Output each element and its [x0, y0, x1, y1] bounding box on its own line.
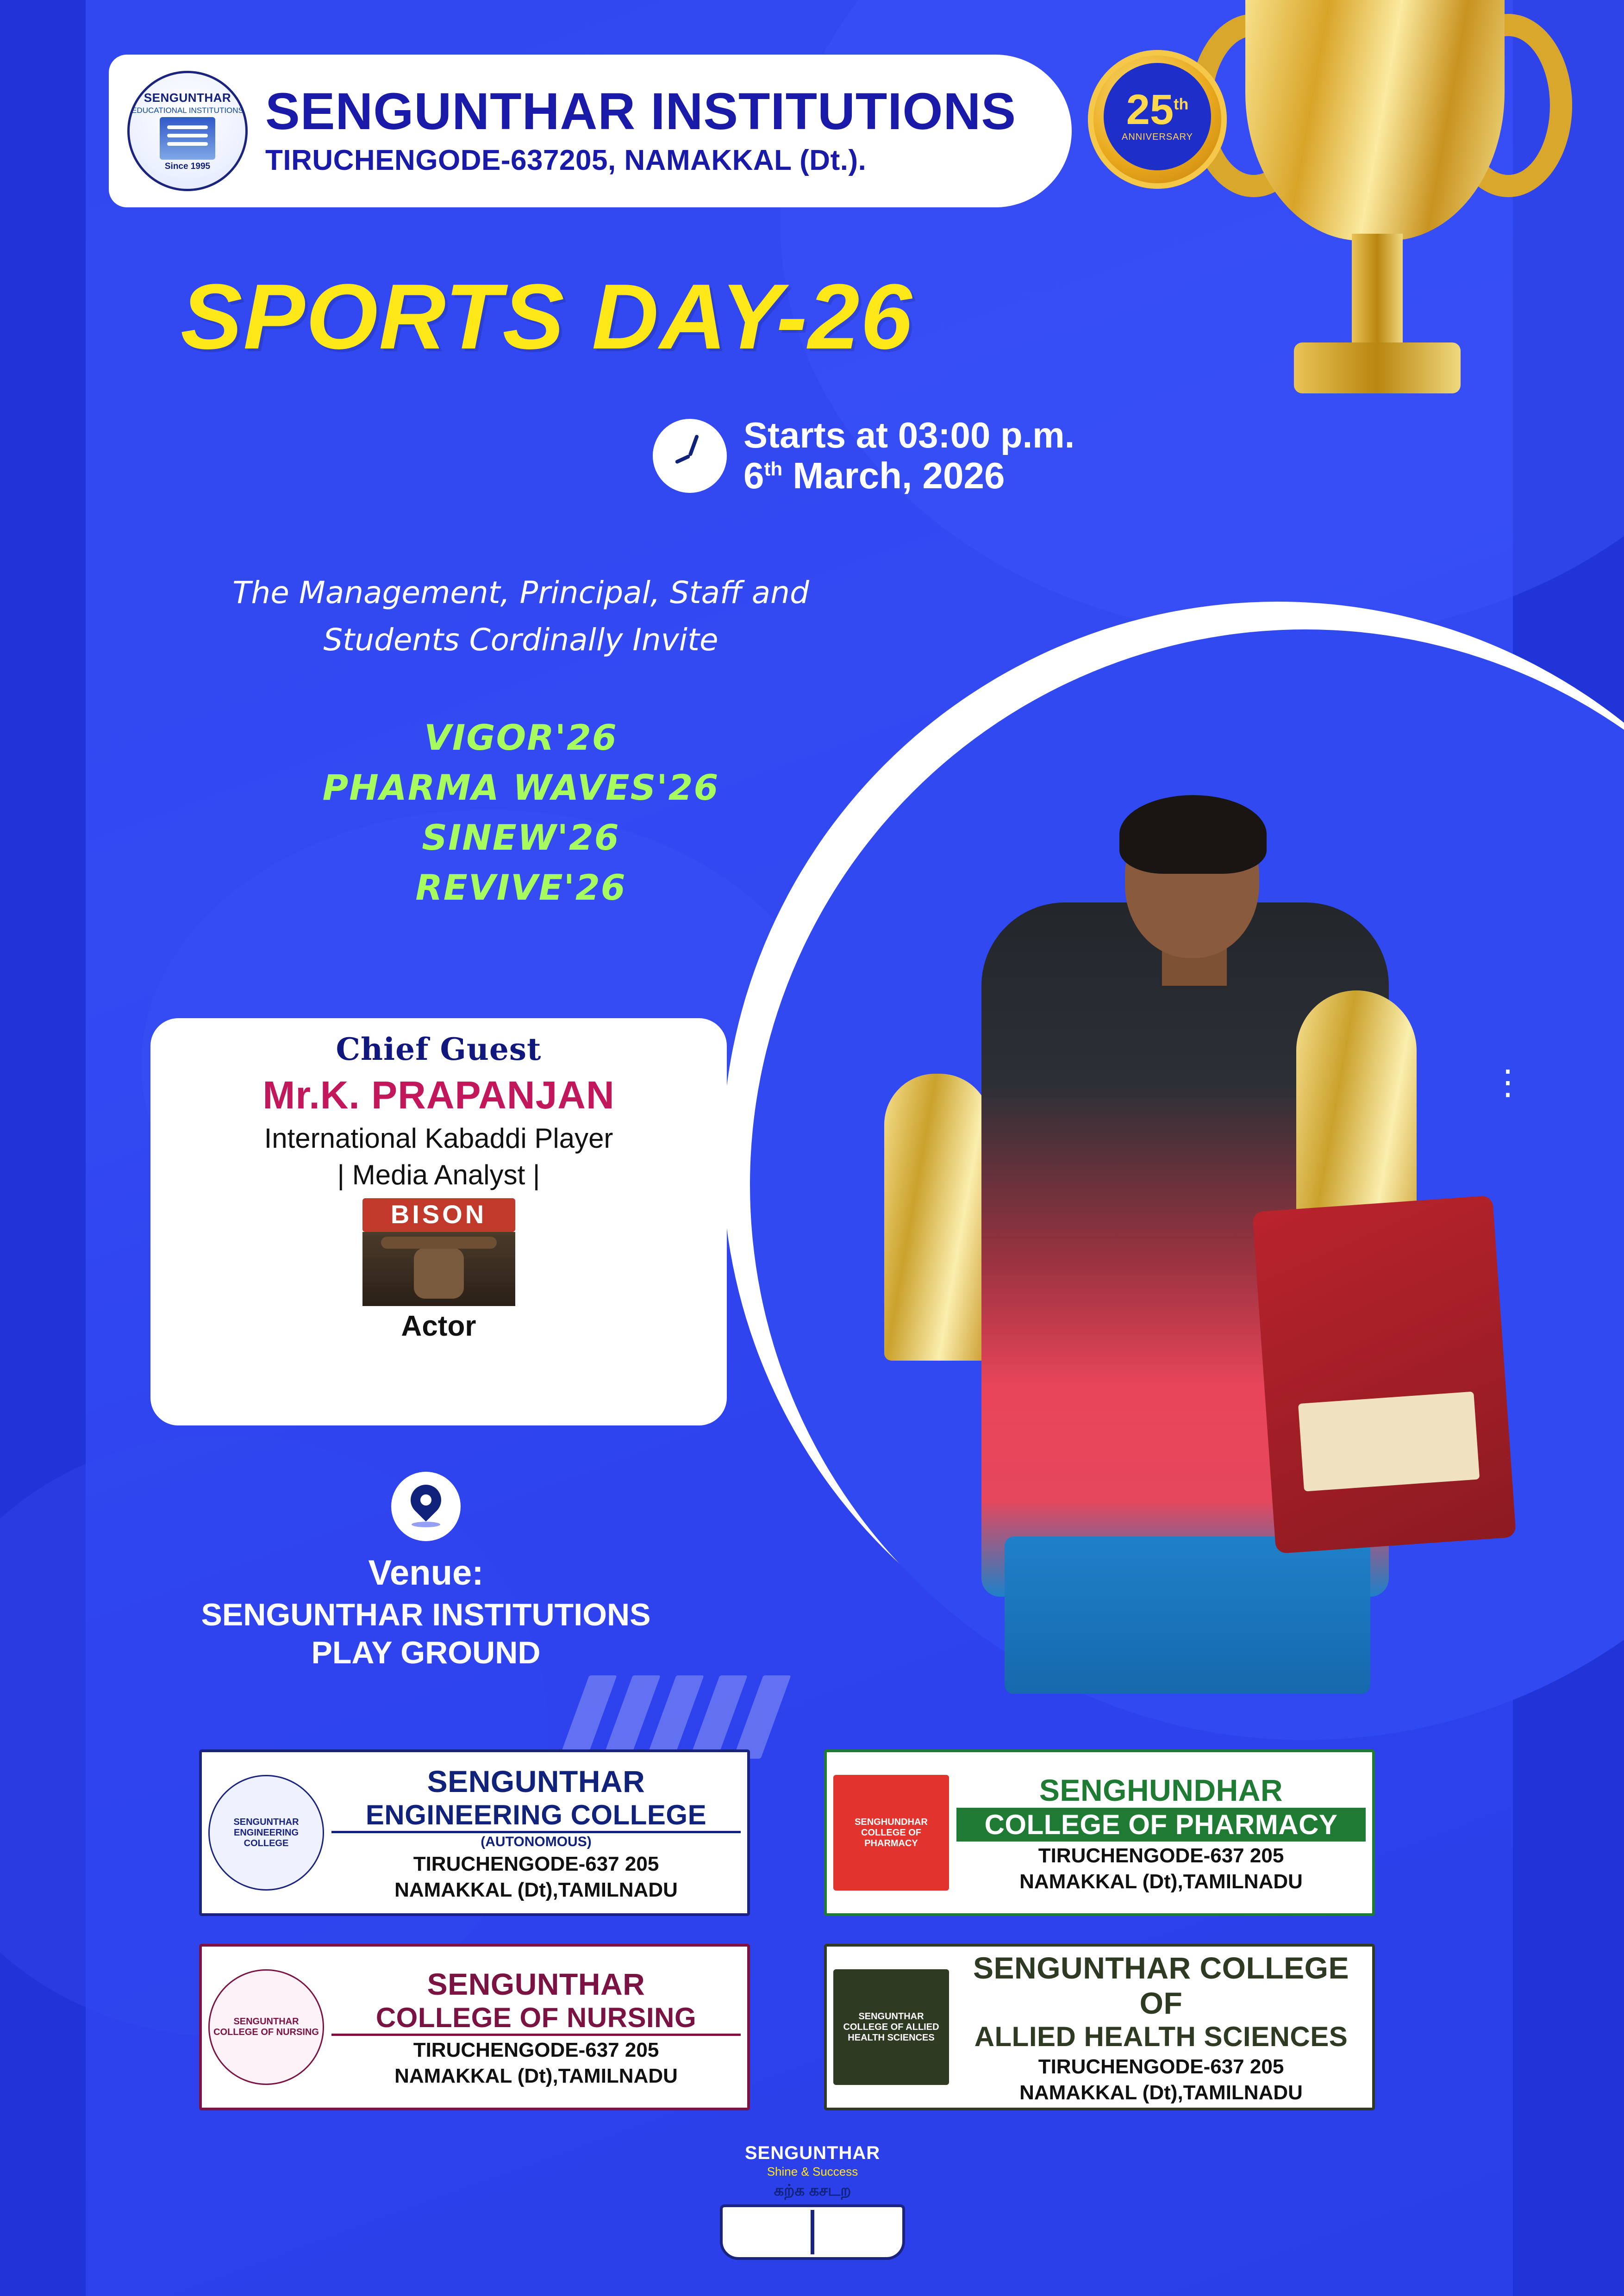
college-address-line-1: TIRUCHENGODE-637 205 — [413, 2039, 659, 2061]
college-address-line-1: TIRUCHENGODE-637 205 — [1038, 2055, 1284, 2078]
college-name-line-1: SENGHUNDHAR — [1039, 1773, 1283, 1807]
college-card — [199, 1944, 750, 2110]
trophy-icon — [884, 1074, 991, 1361]
anniversary-number: 25th — [1126, 86, 1189, 134]
bison-logo-text: BISON — [362, 1198, 515, 1232]
chief-guest-card — [150, 1018, 727, 1425]
event-name: SINEW'26 — [422, 816, 620, 858]
event-time-block — [653, 417, 1074, 495]
footer-emblem — [720, 2143, 905, 2260]
sengunthar-engineering-crest-icon: SENGUNTHAR ENGINEERING COLLEGE — [208, 1775, 324, 1891]
anniversary-badge — [1088, 50, 1227, 189]
college-card — [199, 1749, 750, 1916]
institution-address: TIRUCHENGODE-637205, NAMAKKAL (Dt.). — [265, 144, 867, 176]
invitation-line-1: The Management, Principal, Staff and — [232, 575, 809, 610]
page-title: SENGUNTHAR INSTITUTIONS — [265, 82, 1017, 140]
sengunthar-nursing-crest-icon: SENGUNTHAR COLLEGE OF NURSING — [208, 1969, 324, 2085]
event-name-list — [185, 713, 856, 913]
college-name-line-2: COLLEGE OF NURSING — [331, 2002, 741, 2036]
institution-header — [109, 55, 1072, 207]
college-address-line-1: TIRUCHENGODE-637 205 — [413, 1853, 659, 1875]
college-text-block — [949, 1950, 1366, 2104]
college-address-line-1: TIRUCHENGODE-637 205 — [1038, 1844, 1284, 1867]
footer-tamil-motto: கற்க கசடற — [774, 2182, 851, 2199]
college-text-block — [324, 1966, 741, 2088]
athlete-hair — [1119, 795, 1267, 874]
pin-drop — [404, 1478, 447, 1521]
badge-center — [1104, 63, 1211, 170]
event-title: SPORTS DAY-26 — [181, 265, 913, 368]
venue-line-2: PLAY GROUND — [311, 1635, 541, 1670]
footer-brand-name: SENGUNTHAR — [744, 2143, 881, 2163]
venue-block — [93, 1553, 759, 1671]
clock-icon — [653, 419, 727, 493]
trophy-stem — [1352, 234, 1403, 345]
institution-logo-icon — [127, 71, 248, 191]
open-book-icon — [720, 2204, 905, 2260]
college-name-line-2: ENGINEERING COLLEGE — [331, 1799, 741, 1833]
chief-guest-role-line-2: | Media Analyst | — [337, 1159, 540, 1190]
college-address-line-2: NAMAKKAL (Dt),TAMILNADU — [394, 1879, 678, 1901]
location-pin-icon — [391, 1472, 461, 1541]
college-name-line-2: ALLIED HEALTH SCIENCES — [974, 2021, 1348, 2052]
pin-shadow — [412, 1522, 440, 1527]
footer-tagline: Shine & Success — [767, 2165, 858, 2178]
college-note: (AUTONOMOUS) — [481, 1834, 592, 1849]
chief-guest-actor-label: Actor — [401, 1310, 476, 1342]
decorative-dots: ⋮ — [1491, 1063, 1529, 1101]
event-date: 6th March, 2026 — [743, 454, 1005, 496]
time-text-block — [743, 417, 1074, 495]
logo-bottom-text: Since 1995 — [164, 161, 211, 171]
allied-health-star-of-life-icon: SENGUNTHAR COLLEGE OF ALLIED HEALTH SCIENCES — [833, 1969, 949, 2085]
athlete-shorts — [1005, 1537, 1370, 1694]
logo-emblem-icon — [160, 117, 215, 160]
trophy-base — [1294, 342, 1461, 393]
logo-top-text: SENGUNTHAR — [144, 90, 231, 105]
chief-guest-photo — [829, 750, 1551, 1736]
anniversary-label: ANNIVERSARY — [1121, 131, 1193, 142]
venue-label: Venue: — [368, 1553, 484, 1593]
college-text-block — [324, 1764, 741, 1902]
college-address-line-2: NAMAKKAL (Dt),TAMILNADU — [1019, 1870, 1303, 1893]
college-address-line-2: NAMAKKAL (Dt),TAMILNADU — [1019, 2081, 1303, 2104]
trophy-icon — [1204, 0, 1555, 491]
invitation-line-2: Students Cordinally Invite — [323, 622, 718, 658]
bison-movie-icon — [362, 1198, 515, 1306]
chevron-decoration — [559, 1675, 960, 1759]
college-name-line-1: SENGUNTHAR — [427, 1764, 645, 1798]
college-logo-grid — [199, 1749, 1421, 2110]
chief-guest-role-line-1: International Kabaddi Player — [264, 1123, 613, 1154]
award-shield-icon — [1252, 1195, 1516, 1554]
college-address-line-2: NAMAKKAL (Dt),TAMILNADU — [394, 2065, 678, 2087]
senghundhar-pharmacy-crest-icon: SENGHUNDHAR COLLEGE OF PHARMACY — [833, 1775, 949, 1891]
bison-poster-art — [362, 1232, 515, 1306]
event-name: VIGOR'26 — [424, 717, 618, 758]
venue-line-1: SENGUNTHAR INSTITUTIONS — [201, 1597, 651, 1632]
college-card — [824, 1749, 1375, 1916]
header-text-block — [265, 82, 1017, 177]
chief-guest-name: Mr.K. PRAPANJAN — [262, 1073, 615, 1117]
college-text-block — [949, 1773, 1366, 1893]
logo-mid-text: EDUCATIONAL INSTITUTIONS — [131, 106, 244, 115]
college-name-line-2: COLLEGE OF PHARMACY — [956, 1808, 1366, 1842]
college-name-line-1: SENGUNTHAR COLLEGE OF — [973, 1950, 1349, 2020]
trophy-cup — [1245, 0, 1505, 241]
event-name: REVIVE'26 — [415, 866, 626, 908]
invitation-text — [185, 569, 856, 664]
start-time: Starts at 03:00 p.m. — [743, 415, 1075, 455]
college-name-line-1: SENGUNTHAR — [427, 1967, 645, 2001]
college-card — [824, 1944, 1375, 2110]
event-name: PHARMA WAVES'26 — [322, 766, 719, 808]
chief-guest-label: Chief Guest — [336, 1031, 542, 1067]
